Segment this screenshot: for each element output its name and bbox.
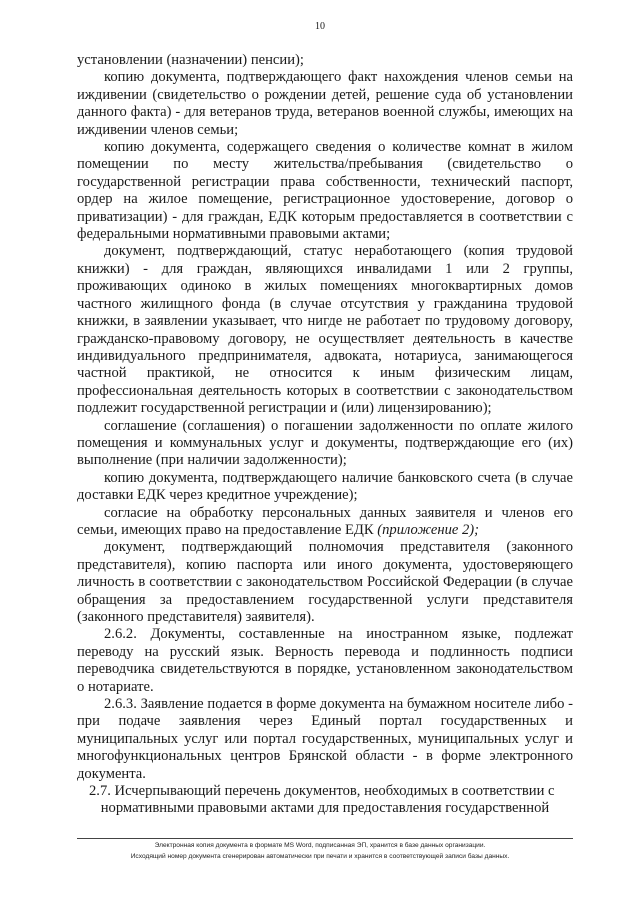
paragraph-representative-authority: документ, подтверждающий полномочия представителя (законного представителя), копию паспорта или иного документа, удостоверяющего личность в соответствии с законодательством Российской Федерации (в случае обращения за предоставлением государственной услуги представителя (законного представителя) заявителя). [77,539,573,625]
paragraph-2-6-3: 2.6.3. Заявление подается в форме документа на бумажном носителе либо - при подаче заявления через Единый портал государственных и муниципальных услуг или портал государственных, муниципальных услуг и многофункциональных центров Брянской области - в форме электронного документа. [77,696,573,782]
paragraph-unemployed-status: документ, подтверждающий, статус неработающего (копия трудовой книжки) - для граждан, являющихся инвалидами 1 или 2 группы, проживающих одиноко в жилых помещениях многоквартирных домов частного жилищного фонда (в случае отсутствия у гражданина трудовой книжки, в заявлении указывает, что нигде не работает по трудовому договору, гражданско-правовому договору, не осуществляет деятельность в качестве индивидуального предпринимателя, адвоката, нотариуса, занимающегося частной практикой, не относится к иным физическим лицам, профессиональная деятельность которых в соответствии с законодательством подлежит государственной регистрации и (или) лицензированию); [77,243,573,417]
consent-text: согласие на обработку персональных данных заявителя и членов его семьи, имеющих право на предоставление ЕДК [77,504,573,538]
paragraph-debt-agreement: соглашение (соглашения) о погашении задолженности по оплате жилого помещения и коммунальных услуг и документы, подтверждающие его (их) выполнение (при наличии задолженности); [77,417,573,469]
paragraph-bank-account: копию документа, подтверждающего наличие банковского счета (в случае доставки ЕДК через кредитное учреждение); [77,469,573,504]
appendix-reference: (приложение 2); [377,521,480,538]
paragraph-pension-continuation: установлении (назначении) пенсии); [77,52,304,68]
document-body [77,52,573,818]
page-number: 10 [315,21,325,32]
footer-note-outgoing-number: Исходящий номер документа сгенерирован автоматически при печати и хранится в соответствующей записи базы данных. [130,853,510,860]
paragraph-rooms-document: копию документа, содержащего сведения о количестве комнат в жилом помещении по месту жительства/пребывания (свидетельство о государственной регистрации права собственности, технический паспорт, ордер на жилое помещение, регистрационное удостоверение, договор о приватизации) - для граждан, ЕДК которым предоставляется в соответствии с федеральными нормативными правовыми актами; [77,139,573,243]
section-2-7-line2: нормативными правовыми актами для предоставления государственной [100,800,550,817]
footer-divider [77,838,573,839]
paragraph-dependents-document: копию документа, подтверждающего факт нахождения членов семьи на иждивении (свидетельство о рождении детей, решение суда об установлении данного факта) - для ветеранов труда, ветеранов военной службы, имеющих на иждивении членов семьи; [77,69,573,138]
section-2-7-line1: 2.7. Исчерпывающий перечень документов, необходимых в соответствии с [89,783,555,800]
paragraph-2-6-2: 2.6.2. Документы, составленные на иностранном языке, подлежат переводу на русский язык. Верность перевода и подлинность подписи переводчика свидетельствуются в порядке, установленном законодательством о нотариате. [77,626,573,695]
paragraph-2-7 [77,783,573,818]
footer-note-electronic-copy: Электронная копия документа в формате MS Word, подписанная ЭП, хранится в базе данных организации. [154,842,486,849]
paragraph-personal-data-consent [77,505,573,540]
